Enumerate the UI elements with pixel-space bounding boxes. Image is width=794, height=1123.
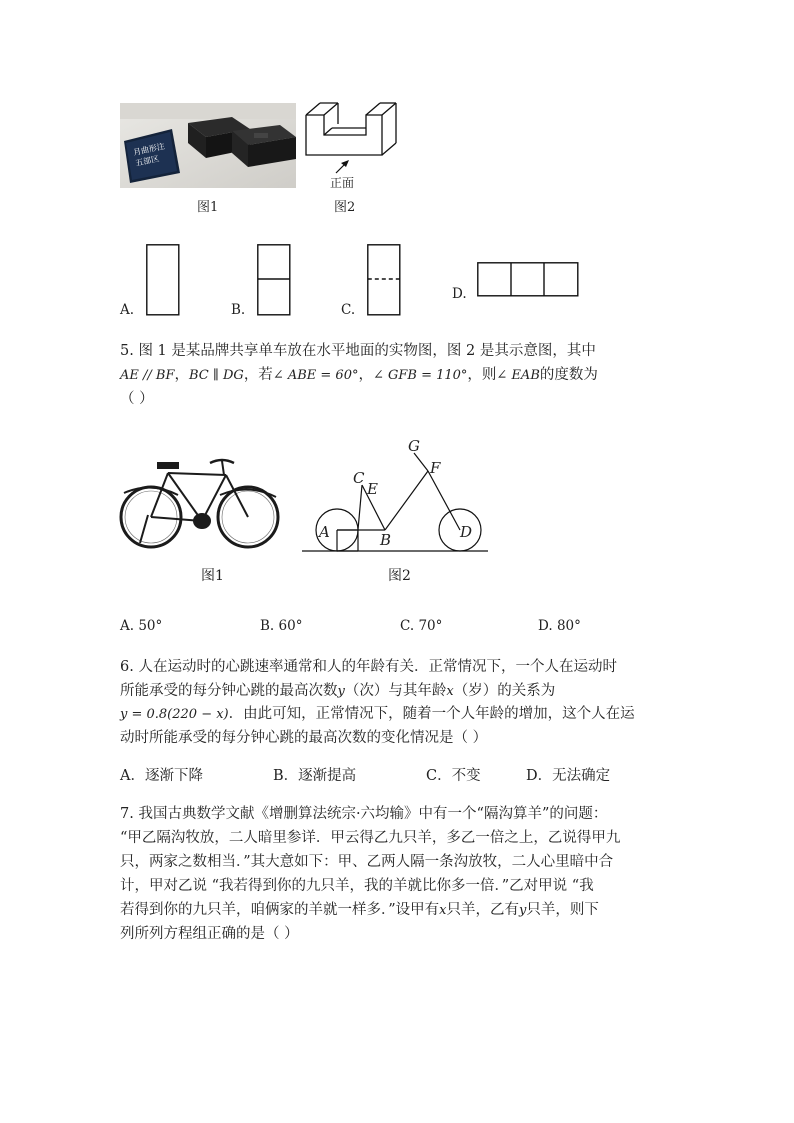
point-d-label: D [460, 523, 473, 541]
option-d-view [477, 262, 579, 302]
q5-fig2-caption: 图2 [388, 568, 411, 584]
point-c-label: C [353, 469, 365, 487]
q7-line6: 列所列方程组正确的是（ ） [120, 926, 299, 942]
q5-option-d: D. 80° [538, 618, 581, 634]
option-a-view [146, 244, 180, 320]
option-a-label: A. [120, 302, 135, 318]
option-d-label: D. [452, 286, 467, 302]
bicycle-photo [118, 455, 280, 551]
point-g-label: G [408, 437, 420, 455]
q5-line3: （ ） [120, 391, 154, 407]
q6-option-c: C．不变 [426, 768, 481, 784]
q6-line2: 所能承受的每分钟心跳的最高次数y（次）与其年龄x（岁）的关系为 [120, 683, 556, 699]
bicycle-schematic [300, 433, 490, 558]
point-a-label: A [319, 523, 330, 541]
q5-option-c: C. 70° [400, 618, 443, 634]
q5-line1: 5. 图 1 是某品牌共享单车放在水平地面的实物图，图 2 是其示意图，其中 [120, 343, 596, 359]
q7-line1: 7. 我国古典数学文献《增删算法统宗·六均输》中有一个“隔沟算羊”的问题： [120, 806, 608, 822]
option-c-view [367, 244, 401, 320]
option-c-label: C. [341, 302, 356, 318]
fig2-caption-top: 图2 [334, 200, 356, 215]
q7-line2: “甲乙隔沟牧放，二人暗里参详．甲云得乙九只羊，多乙一倍之上，乙说得甲九 [120, 830, 621, 846]
q6-option-a: A．逐渐下降 [120, 768, 203, 784]
fig1-caption-top: 图1 [197, 200, 219, 215]
q6-option-d: D．无法确定 [526, 768, 611, 784]
q6-line3: y = 0.8(220 − x)．由此可知，正常情况下，随着一个人年龄的增加，这个人在运 [120, 706, 635, 722]
option-b-label: B. [231, 302, 246, 318]
point-b-label: B [380, 531, 392, 549]
q7-line3: 只，两家之数相当．”其大意如下：甲、乙两人隔一条沟放牧，二人心里暗中合 [120, 854, 614, 870]
photo-sign-text: 月曲形注 五部区 [132, 141, 166, 168]
q5-option-a: A. 50° [120, 618, 163, 634]
q7-line5: 若得到你的九只羊，咱俩家的羊就一样多．”设甲有x只羊，乙有y只羊，则下 [120, 902, 599, 918]
front-view-label: 正面 [330, 176, 355, 190]
option-b-view [257, 244, 291, 320]
q5-option-b: B. 60° [260, 618, 303, 634]
q5-fig1-caption: 图1 [201, 568, 224, 584]
photo-figure-1 [120, 103, 296, 188]
q6-line1: 6. 人在运动时的心跳速率通常和人的年龄有关．正常情况下，一个人在运动时 [120, 659, 617, 675]
q6-option-b: B．逐渐提高 [273, 768, 357, 784]
q6-line4: 动时所能承受的每分钟心跳的最高次数的变化情况是（ ） [120, 730, 488, 746]
point-f-label: F [430, 459, 441, 477]
u-shape-figure-2 [302, 100, 402, 192]
q7-line4: 计，甲对乙说 “我若得到你的九只羊，我的羊就比你多一倍．”乙对甲说 “我 [120, 878, 594, 894]
point-e-label: E [367, 480, 378, 498]
q5-line2: AE // BF，BC ∥ DG，若∠ ABE = 60°，∠ GFB = 110°，则∠ EAB的度数为 [120, 367, 598, 383]
